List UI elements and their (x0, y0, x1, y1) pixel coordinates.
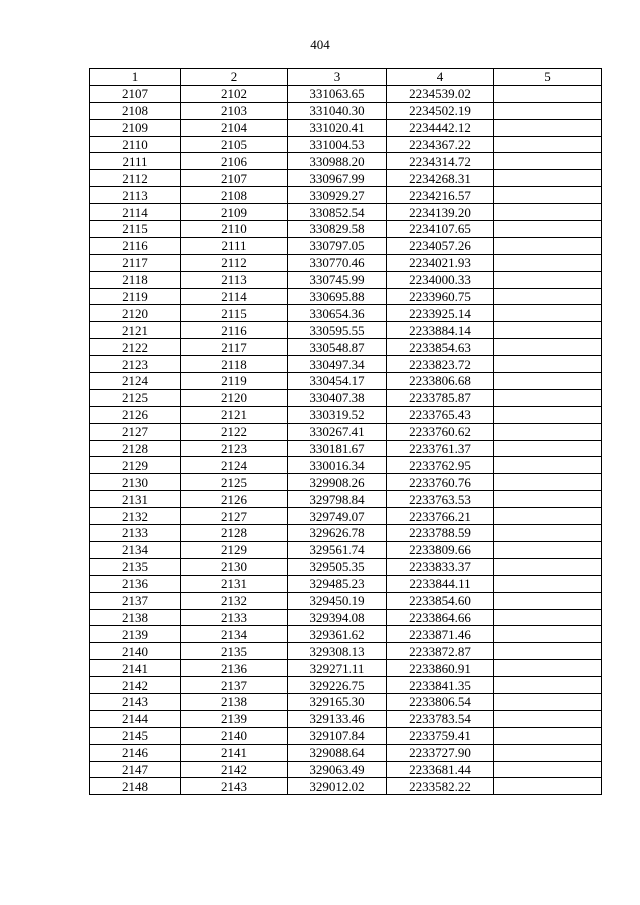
table-cell-col-4: 2233766.21 (387, 508, 494, 525)
table-cell-col-1: 2147 (90, 761, 181, 778)
table-cell-col-3: 330016.34 (288, 457, 387, 474)
table-cell-col-4: 2233884.14 (387, 322, 494, 339)
table-cell-col-4: 2233759.41 (387, 727, 494, 744)
table-cell-col-4: 2234216.57 (387, 187, 494, 204)
table-cell-col-3: 329908.26 (288, 474, 387, 491)
table-cell-col-1: 2122 (90, 339, 181, 356)
table-cell-col-2: 2128 (181, 525, 288, 542)
table-cell-col-4: 2233765.43 (387, 406, 494, 423)
table-cell-col-4: 2233788.59 (387, 525, 494, 542)
table-cell-col-1: 2127 (90, 423, 181, 440)
table-cell-col-2: 2123 (181, 440, 288, 457)
table-cell-col-1: 2139 (90, 626, 181, 643)
column-header-1: 1 (90, 69, 181, 86)
table-cell-col-1: 2118 (90, 271, 181, 288)
table-cell-col-1: 2111 (90, 153, 181, 170)
table-cell-col-5 (494, 136, 602, 153)
table-cell-col-2: 2105 (181, 136, 288, 153)
table-cell-col-5 (494, 558, 602, 575)
table-cell-col-1: 2141 (90, 660, 181, 677)
table-cell-col-4: 2233762.95 (387, 457, 494, 474)
table-row (90, 423, 602, 440)
table-row (90, 677, 602, 694)
table-cell-col-4: 2234107.65 (387, 221, 494, 238)
table-row (90, 643, 602, 660)
table-row (90, 288, 602, 305)
table-cell-col-1: 2108 (90, 102, 181, 119)
table-cell-col-2: 2106 (181, 153, 288, 170)
table-cell-col-2: 2126 (181, 491, 288, 508)
table-cell-col-4: 2234367.22 (387, 136, 494, 153)
table-cell-col-3: 329394.08 (288, 609, 387, 626)
table-row (90, 389, 602, 406)
table-cell-col-3: 331004.53 (288, 136, 387, 153)
table-cell-col-1: 2109 (90, 119, 181, 136)
table-row (90, 339, 602, 356)
table-cell-col-3: 330695.88 (288, 288, 387, 305)
table-cell-col-2: 2117 (181, 339, 288, 356)
table-cell-col-2: 2134 (181, 626, 288, 643)
table-cell-col-4: 2233854.63 (387, 339, 494, 356)
table-cell-col-2: 2119 (181, 373, 288, 390)
table-cell-col-1: 2125 (90, 389, 181, 406)
table-cell-col-5 (494, 457, 602, 474)
table-row (90, 102, 602, 119)
table-cell-col-2: 2140 (181, 727, 288, 744)
table-cell-col-5 (494, 693, 602, 710)
table-row (90, 153, 602, 170)
page-number: 404 (310, 37, 330, 52)
table-row (90, 119, 602, 136)
table-cell-col-2: 2103 (181, 102, 288, 119)
table-row (90, 693, 602, 710)
table-cell-col-1: 2134 (90, 541, 181, 558)
table-cell-col-2: 2139 (181, 710, 288, 727)
table-cell-col-4: 2234314.72 (387, 153, 494, 170)
coordinates-table (89, 68, 602, 795)
table-cell-col-4: 2233806.54 (387, 693, 494, 710)
table-cell-col-4: 2233785.87 (387, 389, 494, 406)
table-cell-col-4: 2233925.14 (387, 305, 494, 322)
table-cell-col-5 (494, 643, 602, 660)
table-row (90, 136, 602, 153)
table-row (90, 660, 602, 677)
table-cell-col-2: 2115 (181, 305, 288, 322)
table-row (90, 204, 602, 221)
table-cell-col-1: 2119 (90, 288, 181, 305)
table-cell-col-5 (494, 85, 602, 102)
table-row (90, 85, 602, 102)
table-cell-col-5 (494, 525, 602, 542)
table-cell-col-2: 2135 (181, 643, 288, 660)
table-cell-col-1: 2112 (90, 170, 181, 187)
header-row (90, 69, 602, 86)
table-cell-col-1: 2135 (90, 558, 181, 575)
table-cell-col-3: 329361.62 (288, 626, 387, 643)
table-cell-col-1: 2132 (90, 508, 181, 525)
table-cell-col-1: 2113 (90, 187, 181, 204)
table-cell-col-2: 2118 (181, 356, 288, 373)
table-row (90, 508, 602, 525)
table-cell-col-3: 330745.99 (288, 271, 387, 288)
table-cell-col-2: 2131 (181, 575, 288, 592)
table-row (90, 406, 602, 423)
table-cell-col-4: 2234057.26 (387, 237, 494, 254)
table-row (90, 440, 602, 457)
table-cell-col-4: 2234442.12 (387, 119, 494, 136)
table-cell-col-3: 330770.46 (288, 254, 387, 271)
table-cell-col-3: 329485.23 (288, 575, 387, 592)
table-cell-col-3: 330829.58 (288, 221, 387, 238)
table-cell-col-1: 2110 (90, 136, 181, 153)
table-cell-col-1: 2126 (90, 406, 181, 423)
table-cell-col-3: 330852.54 (288, 204, 387, 221)
table-cell-col-1: 2107 (90, 85, 181, 102)
table-cell-col-4: 2233841.35 (387, 677, 494, 694)
table-cell-col-4: 2233760.76 (387, 474, 494, 491)
table-cell-col-3: 329165.30 (288, 693, 387, 710)
table-row (90, 761, 602, 778)
table-cell-col-4: 2233854.60 (387, 592, 494, 609)
table-cell-col-4: 2233833.37 (387, 558, 494, 575)
table-cell-col-1: 2137 (90, 592, 181, 609)
table-row (90, 322, 602, 339)
table-cell-col-5 (494, 609, 602, 626)
table-cell-col-3: 329271.11 (288, 660, 387, 677)
table-cell-col-3: 330454.17 (288, 373, 387, 390)
table-cell-col-3: 330548.87 (288, 339, 387, 356)
table-cell-col-5 (494, 221, 602, 238)
table-cell-col-2: 2107 (181, 170, 288, 187)
table-cell-col-2: 2108 (181, 187, 288, 204)
table-row (90, 541, 602, 558)
table-cell-col-5 (494, 491, 602, 508)
table-cell-col-4: 2234539.02 (387, 85, 494, 102)
table-cell-col-4: 2233960.75 (387, 288, 494, 305)
table-cell-col-4: 2233727.90 (387, 744, 494, 761)
table-cell-col-5 (494, 271, 602, 288)
table-cell-col-1: 2128 (90, 440, 181, 457)
table-cell-col-3: 329012.02 (288, 778, 387, 795)
table-cell-col-4: 2233763.53 (387, 491, 494, 508)
table-cell-col-1: 2136 (90, 575, 181, 592)
table-row (90, 727, 602, 744)
table-cell-col-4: 2233860.91 (387, 660, 494, 677)
table-cell-col-3: 329107.84 (288, 727, 387, 744)
table-cell-col-5 (494, 710, 602, 727)
table-cell-col-1: 2145 (90, 727, 181, 744)
table-cell-col-5 (494, 288, 602, 305)
table-cell-col-4: 2234502.19 (387, 102, 494, 119)
table-cell-col-5 (494, 575, 602, 592)
table-cell-col-1: 2115 (90, 221, 181, 238)
table-body (90, 85, 602, 794)
table-cell-col-5 (494, 423, 602, 440)
table-cell-col-5 (494, 406, 602, 423)
table-cell-col-1: 2143 (90, 693, 181, 710)
table-cell-col-4: 2234021.93 (387, 254, 494, 271)
table-cell-col-4: 2233760.62 (387, 423, 494, 440)
table-cell-col-2: 2122 (181, 423, 288, 440)
table-cell-col-3: 330267.41 (288, 423, 387, 440)
column-header-3: 3 (288, 69, 387, 86)
table-cell-col-2: 2113 (181, 271, 288, 288)
table-cell-col-3: 329133.46 (288, 710, 387, 727)
table-cell-col-1: 2131 (90, 491, 181, 508)
table-cell-col-5 (494, 626, 602, 643)
table-cell-col-3: 331040.30 (288, 102, 387, 119)
table-cell-col-3: 330967.99 (288, 170, 387, 187)
table-cell-col-4: 2233871.46 (387, 626, 494, 643)
table-cell-col-5 (494, 305, 602, 322)
table-cell-col-5 (494, 440, 602, 457)
table-row (90, 170, 602, 187)
table-cell-col-5 (494, 237, 602, 254)
table-cell-col-2: 2125 (181, 474, 288, 491)
table-cell-col-4: 2233806.68 (387, 373, 494, 390)
table-cell-col-5 (494, 541, 602, 558)
table-cell-col-5 (494, 744, 602, 761)
table-cell-col-5 (494, 778, 602, 795)
table-cell-col-3: 330319.52 (288, 406, 387, 423)
table-cell-col-5 (494, 356, 602, 373)
table-cell-col-3: 330595.55 (288, 322, 387, 339)
table-cell-col-2: 2124 (181, 457, 288, 474)
table-cell-col-3: 329308.13 (288, 643, 387, 660)
table-cell-col-2: 2114 (181, 288, 288, 305)
table-cell-col-3: 329063.49 (288, 761, 387, 778)
table-cell-col-3: 330497.34 (288, 356, 387, 373)
table-row (90, 237, 602, 254)
table-row (90, 221, 602, 238)
table-row (90, 609, 602, 626)
table-cell-col-5 (494, 187, 602, 204)
table-cell-col-1: 2117 (90, 254, 181, 271)
table-cell-col-4: 2233872.87 (387, 643, 494, 660)
table-cell-col-5 (494, 677, 602, 694)
table-cell-col-1: 2121 (90, 322, 181, 339)
table-cell-col-5 (494, 660, 602, 677)
table-cell-col-5 (494, 373, 602, 390)
table-row (90, 254, 602, 271)
table-cell-col-3: 330929.27 (288, 187, 387, 204)
table-cell-col-3: 330407.38 (288, 389, 387, 406)
table-cell-col-2: 2121 (181, 406, 288, 423)
table-cell-col-3: 329505.35 (288, 558, 387, 575)
table-cell-col-4: 2233761.37 (387, 440, 494, 457)
table-row (90, 744, 602, 761)
table-row (90, 356, 602, 373)
table-cell-col-3: 329450.19 (288, 592, 387, 609)
table-cell-col-4: 2233809.66 (387, 541, 494, 558)
table-cell-col-3: 329798.84 (288, 491, 387, 508)
table-cell-col-2: 2132 (181, 592, 288, 609)
table-cell-col-2: 2130 (181, 558, 288, 575)
table-row (90, 491, 602, 508)
table-cell-col-2: 2137 (181, 677, 288, 694)
table-cell-col-1: 2133 (90, 525, 181, 542)
table-cell-col-2: 2116 (181, 322, 288, 339)
table-cell-col-3: 331063.65 (288, 85, 387, 102)
table-cell-col-2: 2141 (181, 744, 288, 761)
table-cell-col-4: 2233864.66 (387, 609, 494, 626)
table-cell-col-3: 331020.41 (288, 119, 387, 136)
table-row (90, 626, 602, 643)
table-row (90, 457, 602, 474)
table-cell-col-5 (494, 389, 602, 406)
table-cell-col-2: 2136 (181, 660, 288, 677)
table-cell-col-5 (494, 153, 602, 170)
table-cell-col-4: 2233582.22 (387, 778, 494, 795)
table-row (90, 710, 602, 727)
table-cell-col-1: 2116 (90, 237, 181, 254)
table-cell-col-2: 2112 (181, 254, 288, 271)
table-cell-col-1: 2146 (90, 744, 181, 761)
table-row (90, 373, 602, 390)
table-cell-col-3: 330181.67 (288, 440, 387, 457)
table-cell-col-5 (494, 102, 602, 119)
column-header-2: 2 (181, 69, 288, 86)
table-cell-col-4: 2233844.11 (387, 575, 494, 592)
table-cell-col-4: 2233823.72 (387, 356, 494, 373)
table-cell-col-5 (494, 339, 602, 356)
table-cell-col-1: 2120 (90, 305, 181, 322)
table-row (90, 474, 602, 491)
table-cell-col-1: 2123 (90, 356, 181, 373)
table-cell-col-1: 2142 (90, 677, 181, 694)
table-cell-col-3: 329749.07 (288, 508, 387, 525)
table-cell-col-2: 2129 (181, 541, 288, 558)
table-row (90, 575, 602, 592)
table-row (90, 592, 602, 609)
table-cell-col-5 (494, 119, 602, 136)
table-cell-col-4: 2234000.33 (387, 271, 494, 288)
table-cell-col-3: 330988.20 (288, 153, 387, 170)
table-cell-col-5 (494, 474, 602, 491)
table-cell-col-2: 2104 (181, 119, 288, 136)
table-cell-col-5 (494, 508, 602, 525)
table-row (90, 187, 602, 204)
table-cell-col-2: 2138 (181, 693, 288, 710)
table-cell-col-2: 2143 (181, 778, 288, 795)
table-cell-col-4: 2234268.31 (387, 170, 494, 187)
table-cell-col-1: 2130 (90, 474, 181, 491)
table-cell-col-5 (494, 204, 602, 221)
table-cell-col-5 (494, 254, 602, 271)
table-row (90, 558, 602, 575)
table-cell-col-3: 329088.64 (288, 744, 387, 761)
table-cell-col-1: 2138 (90, 609, 181, 626)
table-cell-col-5 (494, 727, 602, 744)
table-cell-col-1: 2114 (90, 204, 181, 221)
table-cell-col-2: 2111 (181, 237, 288, 254)
table-cell-col-1: 2129 (90, 457, 181, 474)
table-row (90, 525, 602, 542)
table-cell-col-5 (494, 592, 602, 609)
table-row (90, 305, 602, 322)
table-cell-col-4: 2234139.20 (387, 204, 494, 221)
table-cell-col-5 (494, 761, 602, 778)
table-cell-col-2: 2120 (181, 389, 288, 406)
table-cell-col-2: 2133 (181, 609, 288, 626)
table-cell-col-5 (494, 322, 602, 339)
table-cell-col-2: 2109 (181, 204, 288, 221)
table-cell-col-2: 2127 (181, 508, 288, 525)
table-cell-col-3: 329626.78 (288, 525, 387, 542)
table-cell-col-3: 329226.75 (288, 677, 387, 694)
table-cell-col-5 (494, 170, 602, 187)
table-row (90, 271, 602, 288)
table-cell-col-1: 2144 (90, 710, 181, 727)
table-cell-col-2: 2110 (181, 221, 288, 238)
column-header-5: 5 (494, 69, 602, 86)
table-cell-col-4: 2233783.54 (387, 710, 494, 727)
table-cell-col-2: 2142 (181, 761, 288, 778)
table-cell-col-1: 2148 (90, 778, 181, 795)
table-cell-col-2: 2102 (181, 85, 288, 102)
table-row (90, 778, 602, 795)
table-cell-col-4: 2233681.44 (387, 761, 494, 778)
table-cell-col-3: 330654.36 (288, 305, 387, 322)
table-cell-col-3: 329561.74 (288, 541, 387, 558)
table-cell-col-1: 2124 (90, 373, 181, 390)
table-cell-col-3: 330797.05 (288, 237, 387, 254)
column-header-4: 4 (387, 69, 494, 86)
table-cell-col-1: 2140 (90, 643, 181, 660)
